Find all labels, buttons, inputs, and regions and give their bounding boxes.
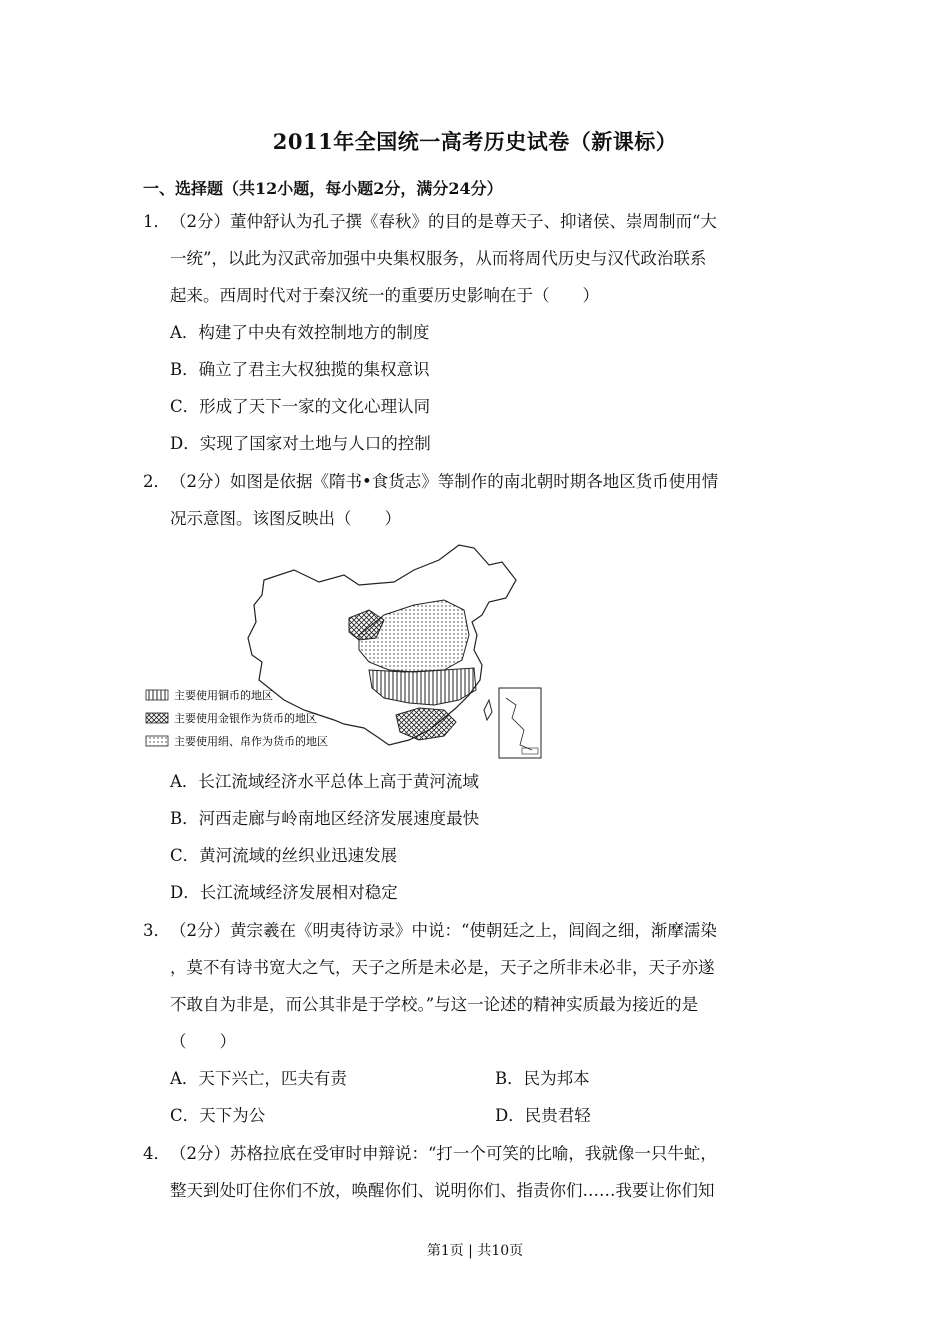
q2-option-d: D．长江流域经济发展相对稳定 <box>170 883 398 902</box>
q2-option-b: B．河西走廊与岭南地区经济发展速度最快 <box>170 809 480 828</box>
q1-option-a: A．构建了中央有效控制地方的制度 <box>170 323 430 342</box>
q3-line-2: ，莫不有诗书宽大之气，天子之所是未必是，天子之所非未必非，天子亦遂 <box>170 958 715 977</box>
q4-line-2: 整天到处叮住你们不放，唤醒你们、说明你们、指责你们……我要让你们知 <box>170 1181 715 1200</box>
copper-region <box>369 668 476 705</box>
q2-line-1: （2分）如图是依据《隋书•食货志》等制作的南北朝时期各地区货币使用情 <box>170 472 719 491</box>
south-sea-inset <box>499 688 541 758</box>
q3-option-a: A．天下兴亡，匹夫有责 <box>170 1069 347 1088</box>
q1-option-c: C．形成了天下一家的文化心理认同 <box>170 397 431 416</box>
q4-line-1: （2分）苏格拉底在受审时申辩说：“打一个可笑的比喻，我就像一只牛虻， <box>170 1144 717 1163</box>
q3-number: 3． <box>143 921 170 940</box>
q3-option-d: D．民贵君轻 <box>495 1106 591 1125</box>
currency-map-figure <box>144 540 544 762</box>
page-footer: 第1页 | 共10页 <box>426 1243 524 1259</box>
q1-option-d: D．实现了国家对土地与人口的控制 <box>170 434 431 453</box>
q3-line-1: （2分）黄宗羲在《明夷待访录》中说：“使朝廷之上，闾阎之细，渐摩濡染 <box>170 921 717 940</box>
q4-number: 4． <box>143 1144 170 1163</box>
gold-region-lingnan <box>396 708 456 740</box>
q2-option-c: C．黄河流域的丝织业迅速发展 <box>170 846 398 865</box>
legend-silk: 主要使用绢、帛作为货币的地区 <box>174 735 328 748</box>
page-title: 2011年全国统一高考历史试卷（新课标） <box>272 129 678 154</box>
q3-option-c: C．天下为公 <box>170 1106 266 1125</box>
q3-line-3: 不敢自为非是，而公其非是于学校。”与这一论述的精神实质最为接近的是 <box>170 995 699 1014</box>
q2-number: 2． <box>143 472 170 491</box>
q2-option-a: A．长江流域经济水平总体上高于黄河流域 <box>170 772 479 791</box>
q1-line-1: （2分）董仲舒认为孔子撰《春秋》的目的是尊天子、抑诸侯、崇周制而“大 <box>170 212 717 231</box>
q1-number: 1． <box>143 212 170 231</box>
q3-option-b: B．民为邦本 <box>495 1069 590 1088</box>
q1-line-3: 起来。西周时代对于秦汉统一的重要历史影响在于（ ） <box>170 286 599 305</box>
q2-line-2: 况示意图。该图反映出（ ） <box>170 509 401 528</box>
q1-option-b: B．确立了君主大权独揽的集权意识 <box>170 360 430 379</box>
q3-line-4: （ ） <box>170 1032 236 1051</box>
legend-copper: 主要使用铜币的地区 <box>174 689 273 702</box>
legend-gold-silver: 主要使用金银作为货币的地区 <box>174 712 317 725</box>
q1-line-2: 一统”，以此为汉武帝加强中央集权服务，从而将周代历史与汉代政治联系 <box>170 249 707 268</box>
section-heading: 一、选择题（共12小题，每小题2分，满分24分） <box>143 179 503 198</box>
